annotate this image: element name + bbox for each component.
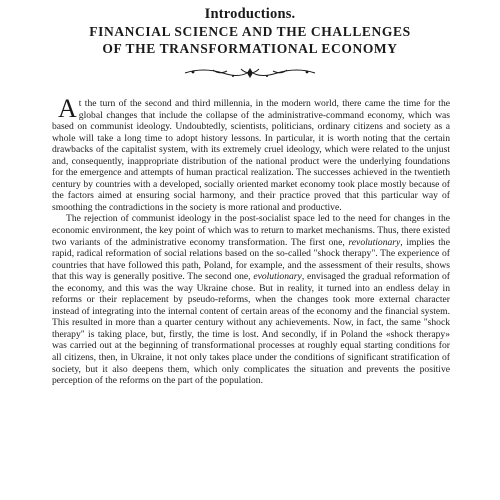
flourish-divider-icon xyxy=(183,66,317,80)
paragraph-2-text-a: The rejection of communist ideology in the post-socialist space led to the need for changes in the economic environment, the key point of which was to return to market mechanisms. Thus, there existed two variants of the administrative economy transformation. The first one, xyxy=(52,213,450,248)
paragraph-1 xyxy=(52,94,450,213)
drop-cap: A xyxy=(58,94,77,123)
paragraph-2-text-c: , envisaged the gradual reformation of the economy, and this was the way Ukraine chose. But in reality, it turned into an endless delay in reforms or their replacement by pseudo-reforms, when the changes took more external character instead of integrating into the internal content of certain areas of the economy and the financial system. This resulted in more than a quarter century without any achievements. Now, in fact, the same "shock therapy" is taking place, but, firstly, the time is lost. And secondly, if in Poland the «shock therapy» was carried out at the beginning of transformational processes at roughly equal starting conditions for all citizens, then, in Ukraine, it not only takes place under the conditions of significant stratification of society, but it also deepens them, which only complicates the situation and prevents the positive perception of the reforms on the part of the population. xyxy=(52,271,450,387)
paragraph-2-text-b: , implies the rapid, radical reformation of social relations based on the so-called "shock therapy". The experience of countries that have followed this path, Poland, for example, and the assessment of their results, shows that this way is generally positive. The second one, xyxy=(52,236,450,283)
chapter-title-line-1: FINANCIAL SCIENCE AND THE CHALLENGES xyxy=(89,24,411,39)
chapter-label: Introductions. xyxy=(204,6,296,22)
emphasis-revolutionary: revolutionary xyxy=(348,236,401,248)
emphasis-evolutionary: evolutionary xyxy=(253,271,302,283)
paragraph-2 xyxy=(52,213,450,386)
chapter-title-line-2: OF THE TRANSFORMATIONAL ECONOMY xyxy=(102,41,398,56)
body-text xyxy=(52,94,450,387)
paragraph-1-text: t the turn of the second and third millennia, in the modern world, there came the time for the global changes that include the collapse of the administrative-command economy, which was based on communist ideology. Undoubtedly, scientists, politicians, ordinary citizens and society as a whole will take a long time to adopt history lessons. In particular, it is worth noting that the certain drawbacks of the capitalist system, with its extremely cruel ideology, which were related to the unjust and, consequently, inappropriate distribution of the national product were the underlying foundations for the emergence and attempts of human practical realization. The successes achieved in the twentieth century by countries with a developed, socially oriented market economy took place mostly because of the factors aimed at ensuring social harmony, and their practice proved that this particular way of smoothing the contradictions in the society is more rational and productive. xyxy=(52,98,450,213)
